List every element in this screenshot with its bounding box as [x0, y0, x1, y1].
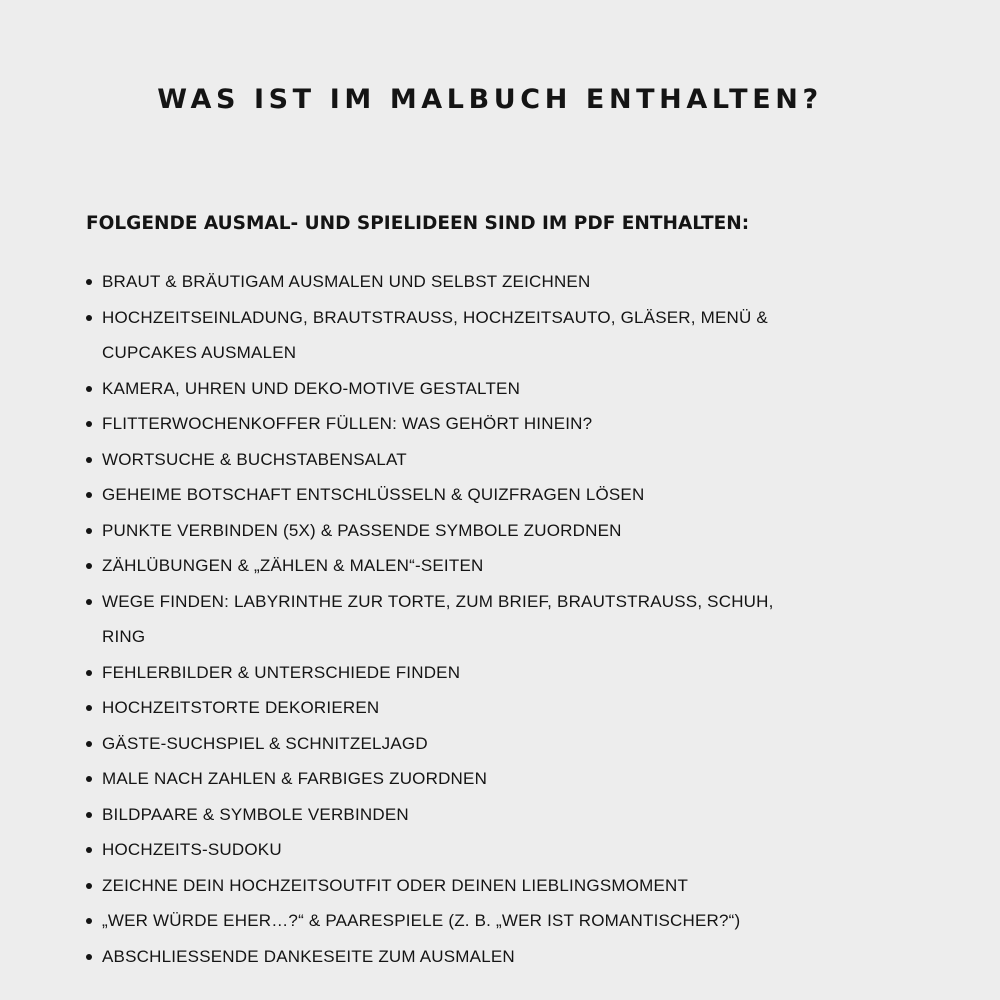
list-item [86, 264, 816, 300]
list-item [86, 371, 816, 407]
bullet-icon [86, 812, 92, 818]
list-item [86, 655, 816, 691]
list-item [86, 300, 816, 371]
list-item-text: HOCHZEITSEINLADUNG, BRAUTSTRAUSS, HOCHZEITSAUTO, GLÄSER, MENÜ & CUPCAKES AUSMALEN [102, 307, 768, 362]
bullet-icon [86, 457, 92, 463]
bullet-icon [86, 315, 92, 321]
list-item [86, 406, 816, 442]
bullet-icon [86, 847, 92, 853]
list-item-text: HOCHZEITS-SUDOKU [102, 840, 282, 859]
list-item [86, 477, 816, 513]
list-item-text: KAMERA, UHREN UND DEKO-MOTIVE GESTALTEN [102, 378, 521, 398]
bullet-icon [86, 386, 92, 392]
list-item [86, 442, 816, 478]
list-item [86, 513, 816, 549]
bullet-icon [86, 776, 92, 782]
list-item [86, 548, 816, 584]
list-item-text: GÄSTE-SUCHSPIEL & SCHNITZELJAGD [102, 733, 428, 753]
list-item [86, 761, 816, 797]
list-item [86, 690, 816, 726]
bullet-icon [86, 492, 92, 498]
list-item [86, 868, 816, 904]
list-item-text: FLITTERWOCHENKOFFER FÜLLEN: WAS GEHÖRT HINEIN? [102, 414, 593, 433]
bullet-icon [86, 741, 92, 747]
feature-list [86, 264, 816, 974]
bullet-icon [86, 705, 92, 711]
list-item-text: „WER WÜRDE EHER…?“ & PAARESPIELE (Z. B. „WER IST ROMANTISCHER?“) [102, 911, 741, 930]
section-subheading: FOLGENDE AUSMAL- UND SPIELIDEEN SIND IM PDF ENTHALTEN: [86, 213, 750, 234]
list-item [86, 939, 816, 975]
list-item-text: MALE NACH ZAHLEN & FARBIGES ZUORDNEN [102, 769, 488, 788]
list-item-text: ABSCHLIESSENDE DANKESEITE ZUM AUSMALEN [102, 946, 515, 966]
page-title: WAS IST IM MALBUCH ENTHALTEN? [157, 84, 823, 115]
list-item-text: PUNKTE VERBINDEN (5X) & PASSENDE SYMBOLE ZUORDNEN [102, 520, 622, 540]
list-item [86, 584, 816, 655]
bullet-icon [86, 528, 92, 534]
list-item-text: WEGE FINDEN: LABYRINTHE ZUR TORTE, ZUM BRIEF, BRAUTSTRAUSS, SCHUH, RING [102, 591, 774, 646]
bullet-icon [86, 563, 92, 569]
bullet-icon [86, 670, 92, 676]
list-item [86, 903, 816, 939]
list-item [86, 832, 816, 868]
list-item-text: HOCHZEITSTORTE DEKORIEREN [102, 698, 380, 717]
bullet-icon [86, 954, 92, 960]
list-item [86, 726, 816, 762]
bullet-icon [86, 279, 92, 285]
list-item-text: ZÄHLÜBUNGEN & „ZÄHLEN & MALEN“-SEITEN [102, 556, 484, 575]
list-item-text: FEHLERBILDER & UNTERSCHIEDE FINDEN [102, 662, 461, 682]
bullet-icon [86, 883, 92, 889]
bullet-icon [86, 918, 92, 924]
list-item-text: ZEICHNE DEIN HOCHZEITSOUTFIT ODER DEINEN LIEBLINGSMOMENT [102, 875, 689, 895]
list-item-text: WORTSUCHE & BUCHSTABENSALAT [102, 449, 407, 469]
list-item-text: BILDPAARE & SYMBOLE VERBINDEN [102, 804, 409, 824]
bullet-icon [86, 599, 92, 605]
list-item-text: BRAUT & BRÄUTIGAM AUSMALEN UND SELBST ZEICHNEN [102, 272, 591, 291]
list-item-text: GEHEIME BOTSCHAFT ENTSCHLÜSSELN & QUIZFRAGEN LÖSEN [102, 485, 645, 504]
bullet-icon [86, 421, 92, 427]
list-item [86, 797, 816, 833]
